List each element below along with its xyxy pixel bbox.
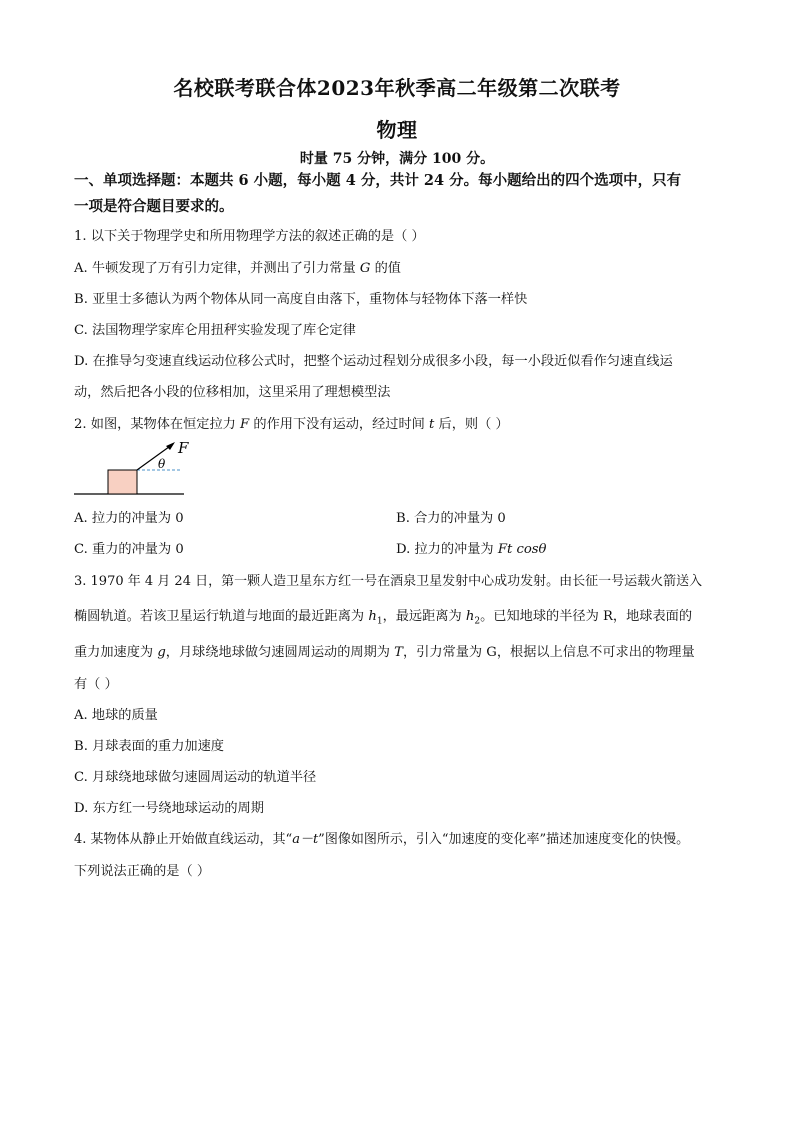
section-heading-line1: 一、单项选择题：本题共 6 小题，每小题 4 分，共计 24 分。每小题给出的四个选项中，只有	[74, 172, 682, 189]
q2-d-expr: Ft cosθ	[497, 542, 547, 557]
q3-option-c: C. 月球绕地球做匀速圆周运动的轨道半径	[74, 770, 317, 785]
q2-stem-t: t	[429, 417, 435, 432]
section-heading-line2: 一项是符合题目要求的。	[74, 198, 234, 215]
q2-force-diagram	[72, 436, 192, 500]
q3-line2	[74, 605, 692, 627]
exam-title: 名校联考联合体2023年秋季高二年级第二次联考	[173, 76, 621, 100]
q1-option-d-line1: D. 在推导匀变速直线运动位移公式时，把整个运动过程划分成很多小段，每一小段近似看作匀速直线运	[74, 354, 673, 369]
q2-stem-post: 后，则（ ）	[434, 417, 509, 432]
q2-option-c: C. 重力的冲量为 0	[74, 542, 184, 557]
q2-option-d	[396, 538, 547, 557]
q2-stem	[74, 413, 509, 432]
q4-line1-post: ”图像如图所示，引入“加速度的变化率”描述加速度变化的快慢。	[318, 832, 690, 847]
q3-h2-sub: 2	[474, 616, 481, 627]
q1-option-c: C. 法国物理学家库仑用扭秤实验发现了库仑定律	[74, 323, 356, 338]
q3-T: T	[394, 645, 403, 660]
q1-option-b: B. 亚里士多德认为两个物体从同一高度自由落下，重物体与轻物体下落一样快	[74, 292, 528, 307]
q3-option-b: B. 月球表面的重力加速度	[74, 739, 224, 754]
q3-h1-sub: 1	[376, 616, 383, 627]
force-arrow	[137, 444, 173, 470]
q2-stem-pre: 2. 如图，某物体在恒定拉力	[74, 417, 241, 432]
time-info: 时量 75 分钟，满分 100 分。	[299, 151, 495, 167]
q3-line3-post: ，引力常量为 G，根据以上信息不可求出的物理量	[402, 645, 695, 660]
q3-line2-mid: ，最远距离为	[382, 609, 466, 624]
q3-g: g	[157, 645, 166, 660]
angle-label: θ	[158, 457, 166, 471]
subject-title: 物理	[376, 118, 418, 142]
q3-line2-pre: 椭圆轨道。若该卫星运行轨道与地面的最近距离为	[74, 609, 369, 624]
q3-line3-mid: ，月球绕地球做匀速圆周运动的周期为	[165, 645, 395, 660]
q3-option-a: A. 地球的质量	[74, 708, 158, 723]
q2-stem-f: F	[240, 417, 250, 432]
q1-a-post: 的值	[370, 261, 401, 276]
force-label: F	[178, 439, 189, 457]
q3-line1: 3. 1970 年 4 月 24 日，第一颗人造卫星东方红一号在酒泉卫星发射中心成功发射。由长征一号运载火箭送入	[74, 574, 703, 589]
block	[108, 470, 137, 494]
q3-line3-pre: 重力加速度为	[74, 645, 158, 660]
section-heading	[74, 168, 734, 220]
q3-h2: h	[465, 609, 475, 624]
q1-option-d-line2: 动，然后把各小段的位移相加，这里采用了理想模型法	[74, 385, 391, 400]
q4-at: a－t	[292, 832, 319, 847]
q3-option-d: D. 东方红一号绕地球运动的周期	[74, 801, 264, 816]
q4-line1-pre: 4. 某物体从静止开始做直线运动，其“	[74, 832, 293, 847]
q1-option-a	[74, 257, 401, 276]
q3-line4: 有（ ）	[74, 677, 118, 692]
q4-line2: 下列说法正确的是（ ）	[74, 864, 211, 879]
q1-a-pre: A. 牛顿发现了万有引力定律，并测出了引力常量	[74, 261, 360, 276]
q2-option-a: A. 拉力的冲量为 0	[74, 511, 184, 526]
q1-a-var: G	[359, 261, 371, 276]
q2-stem-mid: 的作用下没有运动，经过时间	[249, 417, 430, 432]
q3-line3	[74, 641, 695, 660]
q3-h1: h	[368, 609, 377, 624]
q3-line2-post: 。已知地球的半径为 R，地球表面的	[480, 609, 693, 624]
q2-d-pre: D. 拉力的冲量为	[396, 542, 498, 557]
q2-option-b: B. 合力的冲量为 0	[396, 511, 506, 526]
q1-stem: 1. 以下关于物理学史和所用物理学方法的叙述正确的是（ ）	[74, 229, 425, 244]
q4-line1	[74, 828, 689, 847]
